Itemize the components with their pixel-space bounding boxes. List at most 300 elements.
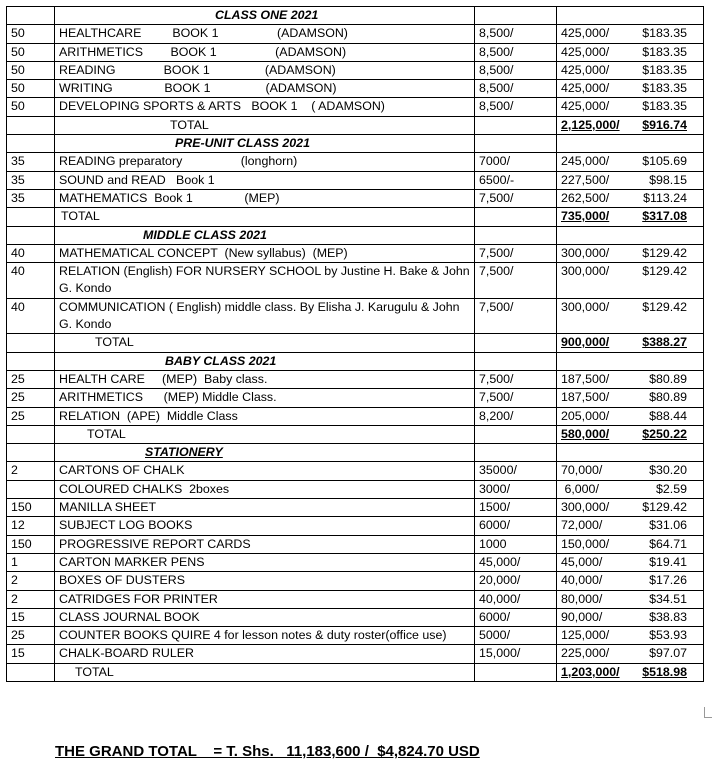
table-row [7, 627, 704, 645]
section-header-row [7, 444, 704, 462]
section-header-row [7, 226, 704, 244]
item-description: MANILLA SHEET [59, 500, 157, 515]
item-cell [55, 61, 475, 79]
item-description: ARITHMETICS BOOK 1 (ADAMSON) [59, 44, 347, 59]
total-amount-usd: $518.98 [642, 664, 687, 679]
item-cell [55, 608, 475, 626]
amount-tsh: 425,000/ [561, 62, 610, 77]
qty-cell [7, 171, 55, 189]
amount-usd: $88.44 [649, 408, 687, 423]
amount-tsh: 45,000/ [561, 554, 603, 569]
amount-cell [557, 189, 704, 207]
unit-price: 20,000/ [479, 573, 521, 588]
item-cell [55, 590, 475, 608]
section-total-row [7, 425, 704, 443]
amount-usd: $113.24 [643, 190, 687, 205]
unit-price: 7,500/ [479, 190, 514, 205]
amount-tsh: 225,000/ [561, 646, 610, 661]
price-cell [475, 645, 557, 663]
total-label-cell [55, 208, 475, 226]
item-description: COMMUNICATION ( English) middle class. By Elisha J. Karugulu & John G. Kondo [59, 299, 460, 332]
amount-cell [557, 572, 704, 590]
qty-cell [7, 43, 55, 61]
price-cell [475, 298, 557, 334]
qty-cell [7, 244, 55, 262]
quantity: 40 [11, 299, 25, 314]
quantity: 50 [11, 44, 25, 59]
total-amount-cell [557, 334, 704, 352]
unit-price: 8,200/ [479, 408, 514, 423]
qty-cell [7, 499, 55, 517]
section-header-row [7, 352, 704, 370]
price-cell [475, 135, 557, 153]
quantity: 150 [11, 500, 32, 515]
amount-cell [557, 244, 704, 262]
amount-tsh: 40,000/ [561, 573, 603, 588]
amount-cell [557, 263, 704, 299]
quantity: 50 [11, 99, 25, 114]
qty-cell [7, 608, 55, 626]
table-row [7, 499, 704, 517]
quantity: 35 [11, 172, 25, 187]
item-cell [55, 389, 475, 407]
unit-price: 15,000/ [479, 646, 521, 661]
quantity: 12 [11, 518, 25, 533]
quantity: 25 [11, 390, 25, 405]
price-cell [475, 572, 557, 590]
item-description: SUBJECT LOG BOOKS [59, 518, 193, 533]
item-cell [55, 263, 475, 299]
unit-price: 3000/ [479, 481, 511, 496]
table-row [7, 553, 704, 571]
amount-cell [557, 7, 704, 25]
qty-cell [7, 553, 55, 571]
quantity: 35 [11, 154, 25, 169]
table-row [7, 407, 704, 425]
amount-usd: $80.89 [649, 371, 687, 386]
amount-usd: $129.42 [642, 245, 687, 260]
amount-cell [557, 608, 704, 626]
amount-tsh: 300,000/ [561, 500, 610, 515]
price-cell [475, 389, 557, 407]
qty-cell [7, 61, 55, 79]
amount-tsh: 245,000/ [561, 154, 610, 169]
item-cell [55, 80, 475, 98]
amount-usd: $98.15 [649, 172, 687, 187]
item-cell [55, 535, 475, 553]
amount-cell [557, 370, 704, 388]
table-row [7, 590, 704, 608]
item-description: RELATION (English) FOR NURSERY SCHOOL by Justine H. Bake & John G. Kondo [59, 264, 470, 296]
section-title-cell [55, 444, 475, 462]
price-cell [475, 244, 557, 262]
section-title: STATIONERY [145, 445, 223, 460]
amount-cell [557, 444, 704, 462]
quantity: 2 [11, 463, 18, 478]
quantity: 150 [11, 536, 32, 551]
amount-tsh: 425,000/ [561, 81, 610, 96]
item-description: WRITING BOOK 1 (ADAMSON) [59, 81, 337, 96]
amount-cell [557, 352, 704, 370]
amount-usd: $129.42 [642, 299, 687, 314]
item-cell [55, 572, 475, 590]
table-row [7, 263, 704, 299]
item-cell [55, 407, 475, 425]
item-description: CLASS JOURNAL BOOK [59, 609, 200, 624]
total-amount-cell [557, 425, 704, 443]
qty-cell [7, 116, 55, 134]
total-amount-tsh: 580,000/ [561, 426, 610, 441]
price-cell [475, 499, 557, 517]
unit-price: 45,000/ [479, 554, 521, 569]
item-cell [55, 517, 475, 535]
table-row [7, 389, 704, 407]
quantity: 15 [11, 646, 25, 661]
budget-table [6, 6, 704, 682]
price-cell [475, 370, 557, 388]
amount-cell [557, 43, 704, 61]
item-description: CHALK-BOARD RULER [59, 646, 194, 661]
amount-usd: $183.35 [642, 44, 687, 59]
total-amount-usd: $916.74 [642, 117, 687, 132]
price-cell [475, 553, 557, 571]
price-cell [475, 352, 557, 370]
table-row [7, 98, 704, 116]
unit-price: 8,500/ [479, 81, 514, 96]
amount-usd: $34.51 [649, 591, 687, 606]
amount-cell [557, 153, 704, 171]
table-row [7, 462, 704, 480]
qty-cell [7, 153, 55, 171]
amount-cell [557, 298, 704, 334]
amount-tsh: 425,000/ [561, 44, 610, 59]
amount-cell [557, 553, 704, 571]
unit-price: 35000/ [479, 463, 517, 478]
item-cell [55, 98, 475, 116]
qty-cell [7, 7, 55, 25]
price-cell [475, 25, 557, 43]
price-cell [475, 80, 557, 98]
price-cell [475, 663, 557, 681]
unit-price: 7,500/ [479, 264, 514, 279]
qty-cell [7, 208, 55, 226]
price-cell [475, 627, 557, 645]
total-amount-tsh: 2,125,000/ [561, 117, 620, 132]
item-cell [55, 298, 475, 334]
price-cell [475, 7, 557, 25]
unit-price: 7,500/ [479, 245, 514, 260]
qty-cell [7, 370, 55, 388]
section-header-row [7, 135, 704, 153]
amount-usd: $183.35 [642, 26, 687, 41]
qty-cell [7, 663, 55, 681]
total-amount-tsh: 1,203,000/ [561, 664, 620, 679]
total-amount-tsh: 735,000/ [561, 209, 610, 224]
item-description: COUNTER BOOKS QUIRE 4 for lesson notes & duty roster(office use) [59, 628, 447, 643]
total-label-cell [55, 425, 475, 443]
table-row [7, 608, 704, 626]
amount-cell [557, 171, 704, 189]
table-row [7, 244, 704, 262]
amount-tsh: 6,000/ [561, 481, 599, 496]
section-total-row [7, 208, 704, 226]
qty-cell [7, 645, 55, 663]
unit-price: 7,500/ [479, 299, 514, 314]
quantity: 50 [11, 81, 25, 96]
item-description: HEALTHCARE BOOK 1 (ADAMSON) [59, 26, 348, 41]
item-cell [55, 244, 475, 262]
amount-cell [557, 80, 704, 98]
amount-tsh: 90,000/ [561, 609, 603, 624]
unit-price: 8,500/ [479, 44, 514, 59]
item-description: BOXES OF DUSTERS [59, 573, 185, 588]
amount-tsh: 150,000/ [561, 536, 610, 551]
item-description: DEVELOPING SPORTS & ARTS BOOK 1 ( ADAMSON) [59, 99, 385, 114]
item-cell [55, 25, 475, 43]
table-row [7, 189, 704, 207]
amount-cell [557, 25, 704, 43]
amount-cell [557, 480, 704, 498]
amount-cell [557, 535, 704, 553]
table-row [7, 171, 704, 189]
total-label: TOTAL [61, 209, 100, 224]
item-description: CARTON MARKER PENS [59, 554, 205, 569]
quantity: 1 [11, 554, 18, 569]
unit-price: 7,500/ [479, 371, 514, 386]
total-amount-cell [557, 116, 704, 134]
qty-cell [7, 517, 55, 535]
amount-usd: $19.41 [649, 554, 687, 569]
item-description: READING preparatory (longhorn) [59, 154, 298, 169]
unit-price: 6000/ [479, 518, 511, 533]
qty-cell [7, 189, 55, 207]
unit-price: 5000/ [479, 628, 511, 643]
price-cell [475, 407, 557, 425]
amount-usd: $129.42 [642, 264, 687, 279]
table-row [7, 645, 704, 663]
quantity: 50 [11, 62, 25, 77]
amount-cell [557, 61, 704, 79]
price-cell [475, 462, 557, 480]
table-row [7, 298, 704, 334]
price-cell [475, 444, 557, 462]
amount-tsh: 70,000/ [561, 463, 603, 478]
qty-cell [7, 535, 55, 553]
qty-cell [7, 389, 55, 407]
qty-cell [7, 98, 55, 116]
item-cell [55, 645, 475, 663]
price-cell [475, 153, 557, 171]
section-title: BABY CLASS 2021 [165, 353, 277, 368]
table-row [7, 480, 704, 498]
amount-cell [557, 98, 704, 116]
item-cell [55, 153, 475, 171]
item-description: CARTONS OF CHALK [59, 463, 185, 478]
unit-price: 8,500/ [479, 99, 514, 114]
amount-cell [557, 590, 704, 608]
amount-tsh: 300,000/ [561, 299, 610, 314]
table-row [7, 61, 704, 79]
price-cell [475, 480, 557, 498]
amount-usd: $38.83 [649, 609, 687, 624]
item-cell [55, 171, 475, 189]
unit-price: 1500/ [479, 500, 511, 515]
total-amount-cell [557, 663, 704, 681]
unit-price: 7000/ [479, 154, 511, 169]
amount-cell [557, 627, 704, 645]
table-row [7, 25, 704, 43]
item-cell [55, 43, 475, 61]
grand-total: THE GRAND TOTAL = T. Shs. 11,183,600 / $4,824.70 USD [55, 743, 480, 760]
amount-usd: $129.42 [642, 500, 687, 515]
corner-mark [704, 707, 712, 718]
qty-cell [7, 407, 55, 425]
amount-usd: $30.20 [649, 463, 687, 478]
amount-usd: $80.89 [649, 390, 687, 405]
qty-cell [7, 352, 55, 370]
qty-cell [7, 135, 55, 153]
total-amount-cell [557, 208, 704, 226]
section-total-row [7, 116, 704, 134]
price-cell [475, 61, 557, 79]
quantity: 50 [11, 26, 25, 41]
amount-usd: $2.59 [655, 481, 687, 496]
price-cell [475, 226, 557, 244]
amount-cell [557, 462, 704, 480]
item-cell [55, 480, 475, 498]
section-total-row [7, 663, 704, 681]
item-cell [55, 553, 475, 571]
section-title-cell [55, 7, 475, 25]
total-amount-usd: $388.27 [642, 335, 687, 350]
unit-price: 7,500/ [479, 390, 514, 405]
price-cell [475, 590, 557, 608]
total-amount-usd: $317.08 [642, 209, 687, 224]
unit-price: 40,000/ [479, 591, 521, 606]
item-description: SOUND and READ Book 1 [59, 172, 215, 187]
table-row [7, 370, 704, 388]
price-cell [475, 608, 557, 626]
amount-tsh: 425,000/ [561, 26, 610, 41]
amount-usd: $183.35 [642, 81, 687, 96]
amount-cell [557, 135, 704, 153]
quantity: 25 [11, 628, 25, 643]
item-description: CATRIDGES FOR PRINTER [59, 591, 218, 606]
price-cell [475, 425, 557, 443]
unit-price: 1000 [479, 536, 507, 551]
price-cell [475, 263, 557, 299]
price-cell [475, 189, 557, 207]
quantity: 35 [11, 190, 25, 205]
section-title-cell [55, 352, 475, 370]
amount-usd: $31.06 [649, 518, 687, 533]
amount-tsh: 262,500/ [561, 190, 610, 205]
total-label: TOTAL [95, 335, 134, 350]
section-title: CLASS ONE 2021 [215, 8, 319, 22]
unit-price: 6000/ [479, 609, 511, 624]
qty-cell [7, 480, 55, 498]
section-title-cell [55, 226, 475, 244]
quantity: 25 [11, 371, 25, 386]
amount-cell [557, 499, 704, 517]
total-label: TOTAL [75, 664, 114, 679]
total-label: TOTAL [87, 426, 126, 441]
item-cell [55, 627, 475, 645]
amount-usd: $105.69 [642, 154, 687, 169]
amount-tsh: 187,500/ [561, 390, 610, 405]
total-amount-usd: $250.22 [642, 426, 687, 441]
total-label-cell [55, 334, 475, 352]
item-description: HEALTH CARE (MEP) Baby class. [59, 371, 268, 386]
qty-cell [7, 572, 55, 590]
quantity: 40 [11, 245, 25, 260]
amount-tsh: 425,000/ [561, 99, 610, 114]
section-title: MIDDLE CLASS 2021 [143, 227, 267, 242]
item-description: RELATION (APE) Middle Class [59, 408, 238, 423]
qty-cell [7, 263, 55, 299]
amount-tsh: 187,500/ [561, 371, 610, 386]
qty-cell [7, 226, 55, 244]
amount-tsh: 300,000/ [561, 245, 610, 260]
item-cell [55, 462, 475, 480]
table-row [7, 80, 704, 98]
price-cell [475, 517, 557, 535]
qty-cell [7, 334, 55, 352]
item-description: PROGRESSIVE REPORT CARDS [59, 536, 251, 551]
item-cell [55, 189, 475, 207]
quantity: 2 [11, 573, 18, 588]
price-cell [475, 98, 557, 116]
total-label: TOTAL [170, 117, 209, 132]
price-cell [475, 208, 557, 226]
item-cell [55, 370, 475, 388]
amount-cell [557, 645, 704, 663]
amount-tsh: 80,000/ [561, 591, 603, 606]
quantity: 25 [11, 408, 25, 423]
unit-price: 8,500/ [479, 26, 514, 41]
table-row [7, 572, 704, 590]
item-description: MATHEMATICAL CONCEPT (New syllabus) (MEP) [59, 245, 348, 260]
qty-cell [7, 590, 55, 608]
amount-cell [557, 517, 704, 535]
section-title: PRE-UNIT CLASS 2021 [175, 136, 310, 151]
price-cell [475, 334, 557, 352]
table-row [7, 153, 704, 171]
qty-cell [7, 462, 55, 480]
amount-tsh: 125,000/ [561, 628, 610, 643]
price-cell [475, 535, 557, 553]
amount-usd: $53.93 [649, 628, 687, 643]
section-total-row [7, 334, 704, 352]
item-description: MATHEMATICS Book 1 (MEP) [59, 190, 280, 205]
table-row [7, 517, 704, 535]
amount-usd: $183.35 [642, 99, 687, 114]
total-amount-tsh: 900,000/ [561, 335, 610, 350]
total-label-cell [55, 116, 475, 134]
amount-cell [557, 226, 704, 244]
item-description: READING BOOK 1 (ADAMSON) [59, 62, 336, 77]
amount-usd: $17.26 [649, 573, 687, 588]
amount-tsh: 72,000/ [561, 518, 603, 533]
quantity: 40 [11, 264, 25, 279]
amount-usd: $64.71 [649, 536, 687, 551]
section-header-row [7, 7, 704, 25]
price-cell [475, 116, 557, 134]
amount-cell [557, 389, 704, 407]
qty-cell [7, 25, 55, 43]
total-label-cell [55, 663, 475, 681]
table-row [7, 535, 704, 553]
